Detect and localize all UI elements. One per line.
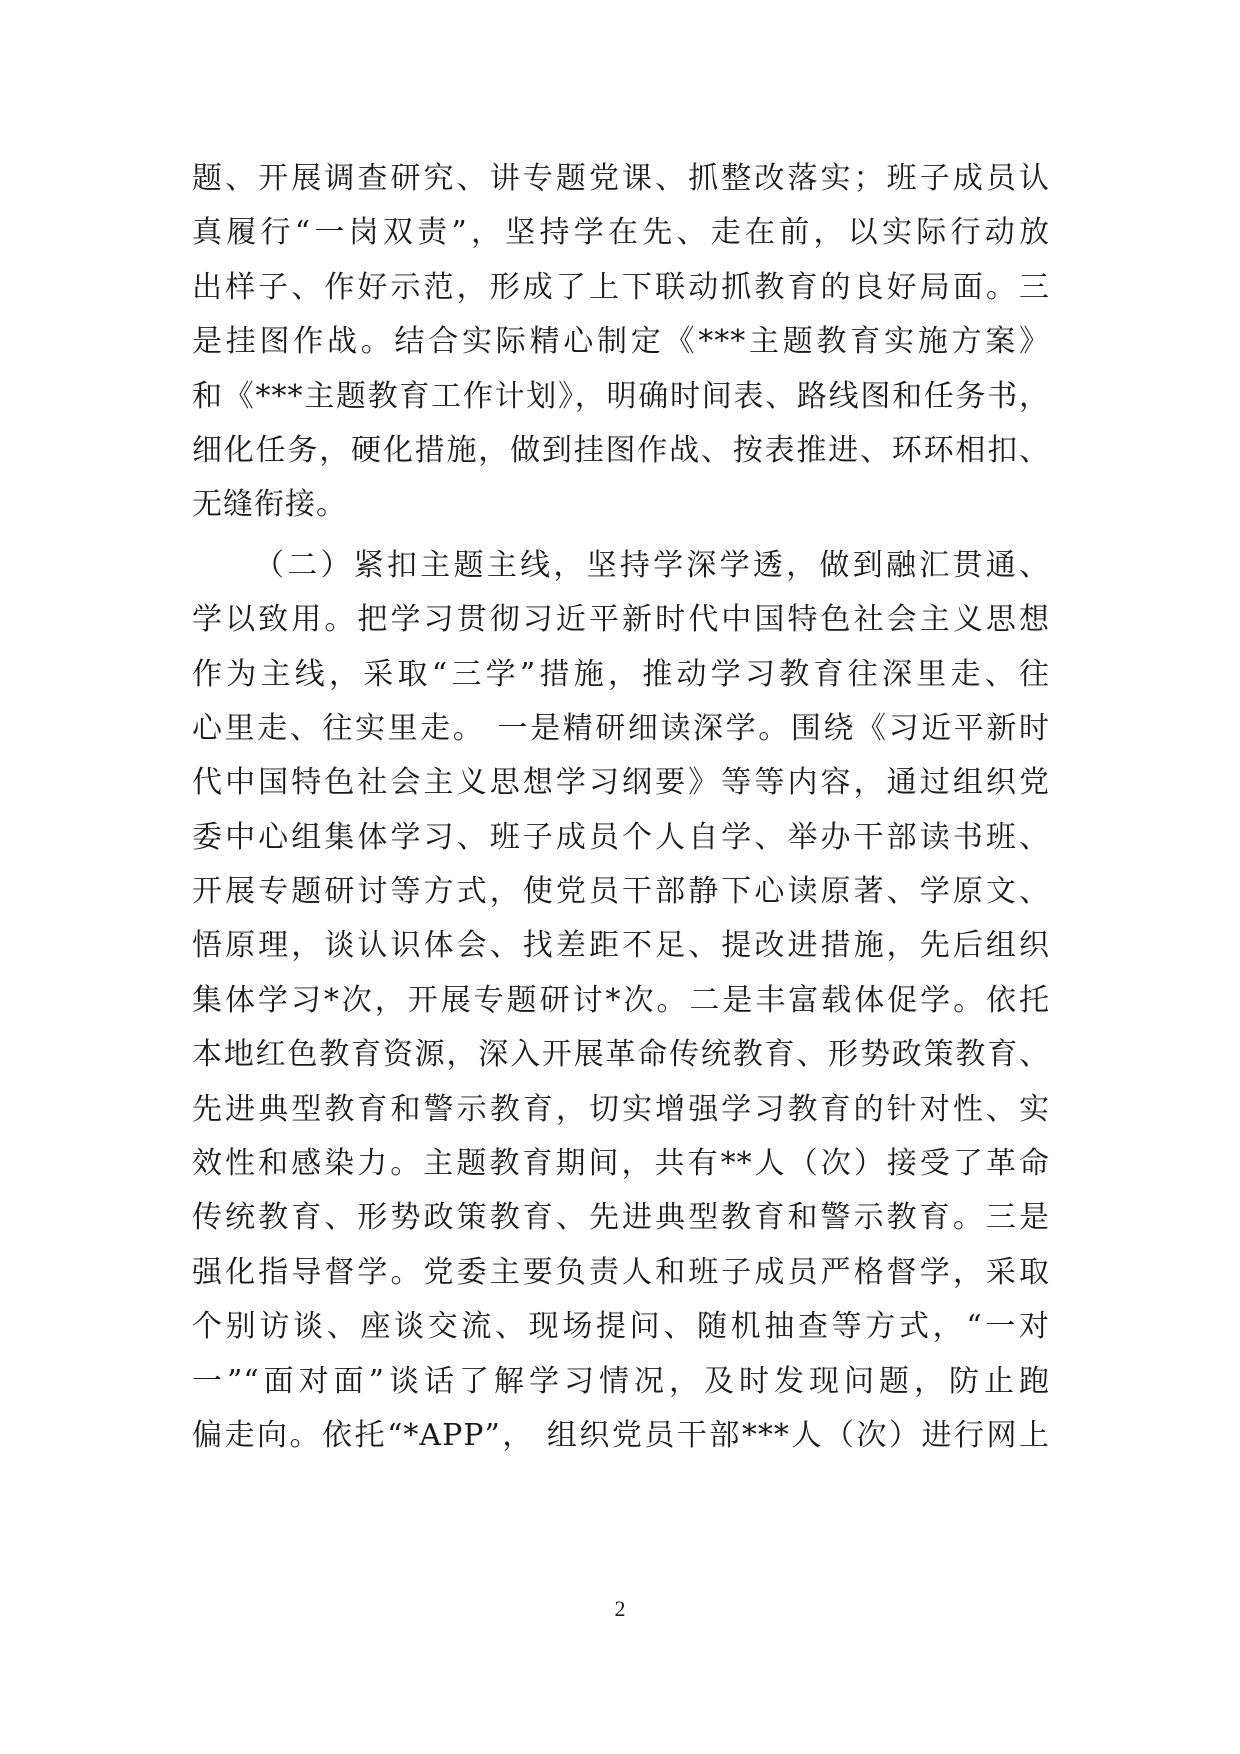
text-line: 先进典型教育和警示教育，切实增强学习教育的针对性、实 <box>192 1091 1050 1127</box>
text-line: 开展专题研讨等方式，使党员干部静下心读原著、学原文、 <box>192 874 1050 910</box>
text-line: 本地红色教育资源，深入开展革命传统教育、形势政策教育、 <box>192 1037 1050 1073</box>
text-line: 传统教育、形势政策教育、先进典型教育和警示教育。三是 <box>192 1200 1050 1236</box>
paragraph-continued <box>192 152 1050 533</box>
page-number: 2 <box>614 1596 626 1621</box>
text-line: 是挂图作战。结合实际精心制定《***主题教育实施方案》 <box>192 324 1050 360</box>
text-line: 委中心组集体学习、班子成员个人自学、举办干部读书班、 <box>192 819 1050 855</box>
text-line: 无缝衔接。 <box>192 487 347 523</box>
text-line: 学以致用。把学习贯彻习近平新时代中国特色社会主义思想 <box>192 602 1050 638</box>
text-line: 代中国特色社会主义思想学习纲要》等等内容，通过组织党 <box>192 765 1050 801</box>
text-line: 心里走、往实里走。 一是精研细读深学。围绕《习近平新时 <box>192 710 1050 746</box>
paragraph-section-two <box>192 539 1050 1464</box>
text-line: 作为主线，采取“三学”措施，推动学习教育往深里走、往 <box>192 656 1050 692</box>
text-line: 效性和感染力。主题教育期间，共有**人（次）接受了革命 <box>192 1146 1050 1182</box>
body-text <box>192 152 1050 1463</box>
text-line: 集体学习*次，开展专题研讨*次。二是丰富载体促学。依托 <box>192 982 1050 1018</box>
text-line: 真履行“一岗双责”，坚持学在先、走在前，以实际行动放 <box>192 215 1050 251</box>
text-line: 强化指导督学。党委主要负责人和班子成员严格督学，采取 <box>192 1254 1050 1290</box>
text-line: 一”“面对面”谈话了解学习情况，及时发现问题，防止跑 <box>192 1363 1050 1399</box>
text-line: 出样子、作好示范，形成了上下联动抓教育的良好局面。三 <box>192 269 1050 305</box>
text-line: 题、开展调查研究、讲专题党课、抓整改落实；班子成员认 <box>192 161 1050 196</box>
text-line: 和《***主题教育工作计划》，明确时间表、路线图和任务书， <box>192 378 1050 414</box>
text-line: 偏走向。依托“*APP”， 组织党员干部***人（次）进行网上 <box>192 1417 1050 1453</box>
text-line: 个别访谈、座谈交流、现场提问、随机抽查等方式，“一对 <box>192 1309 1050 1345</box>
text-line: 悟原理，谈认识体会、找差距不足、提改进措施，先后组织 <box>192 928 1050 964</box>
text-line: 细化任务，硬化措施，做到挂图作战、按表推进、环环相扣、 <box>192 432 1050 468</box>
section-heading-line: （二）紧扣主题主线，坚持学深学透，做到融汇贯通、 <box>254 547 1050 583</box>
